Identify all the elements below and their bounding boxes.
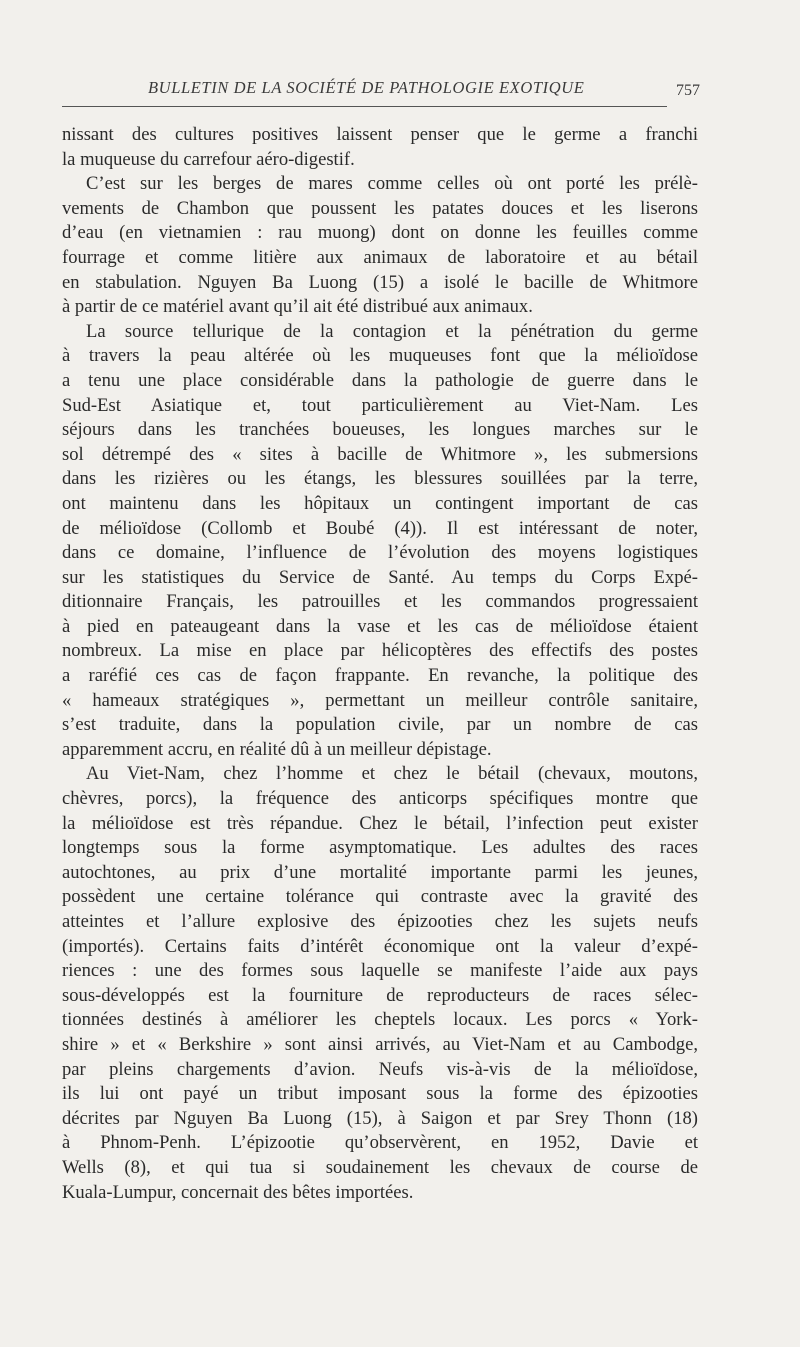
text-line: ils lui ont payé un tribut imposant sous la forme des épizooties <box>62 1083 698 1105</box>
text-line: apparemment accru, en réalité dû à un meilleur dépistage. <box>62 738 492 760</box>
text-line: Kuala-Lumpur, concernait des bêtes importées. <box>62 1181 414 1203</box>
text-line: atteintes et l’allure explosive des épizooties chez les sujets neufs <box>62 911 698 932</box>
text-line: à Phnom-Penh. L’épizootie qu’observèrent, en 1952, Davie et <box>62 1132 698 1154</box>
text-line: autochtones, au prix d’une mortalité importante parmi les jeunes, <box>62 861 698 883</box>
text-line: nombreux. La mise en place par hélicoptères des effectifs des postes <box>62 640 698 662</box>
text-line: tionnées destinés à améliorer les cheptels locaux. Les porcs « York- <box>62 1009 698 1031</box>
text-line: sur les statistiques du Service de Santé. Au temps du Corps Expé- <box>62 566 698 588</box>
text-line: Sud-Est Asiatique et, tout particulièrement au Viet-Nam. Les <box>62 394 698 416</box>
text-line: a tenu une place considérable dans la pathologie de guerre dans le <box>62 369 698 391</box>
text-line: longtemps sous la forme asymptomatique. Les adultes des races <box>62 837 698 859</box>
text-line: à travers la peau altérée où les muqueuses font que la mélioïdose <box>62 345 698 367</box>
text-line: ont maintenu dans les hôpitaux un contingent important de cas <box>62 492 698 514</box>
body-text <box>62 123 698 1205</box>
journal-title: BULLETIN DE LA SOCIÉTÉ DE PATHOLOGIE EXOTIQUE <box>148 78 585 97</box>
text-line: décrites par Nguyen Ba Luong (15), à Saigon et par Srey Thonn (18) <box>62 1107 698 1129</box>
text-line: la muqueuse du carrefour aéro-digestif. <box>62 148 355 170</box>
header-rule <box>62 106 667 107</box>
text-line: fourrage et comme litière aux animaux de laboratoire et au bétail <box>62 246 698 268</box>
page-header <box>62 78 722 102</box>
text-line: shire » et « Berkshire » sont ainsi arrivés, au Viet-Nam et au Cambodge, <box>62 1033 698 1055</box>
text-line: possèdent une certaine tolérance qui contraste avec la gravité des <box>62 886 698 908</box>
text-line: en stabulation. Nguyen Ba Luong (15) a isolé le bacille de Whitmore <box>62 271 698 293</box>
text-line: d’eau (en vietnamien : rau muong) dont on donne les feuilles comme <box>62 222 698 244</box>
text-line: a raréfié ces cas de façon frappante. En revanche, la politique des <box>62 665 698 687</box>
text-line: vements de Chambon que poussent les patates douces et les liserons <box>62 197 698 219</box>
text-line: dans ce domaine, l’influence de l’évolution des moyens logistiques <box>62 542 698 564</box>
text-line: par pleins chargements d’avion. Neufs vis-à-vis de la mélioïdose, <box>62 1058 698 1080</box>
text-line: sous-développés est la fourniture de reproducteurs de races sélec- <box>62 984 698 1006</box>
text-line: Au Viet-Nam, chez l’homme et chez le bétail (chevaux, moutons, <box>86 763 698 785</box>
text-line: s’est traduite, dans la population civile, par un nombre de cas <box>62 714 698 736</box>
text-line: à pied en pateaugeant dans la vase et les cas de mélioïdose étaient <box>62 615 698 637</box>
text-line: chèvres, porcs), la fréquence des anticorps spécifiques montre que <box>62 788 698 810</box>
text-line: dans les rizières ou les étangs, les blessures souillées par la terre, <box>62 468 698 490</box>
text-line: C’est sur les berges de mares comme celles où ont porté les prélè- <box>86 173 698 195</box>
text-line: nissant des cultures positives laissent penser que le germe a franchi <box>62 124 698 145</box>
text-line: sol détrempé des « sites à bacille de Whitmore », les submersions <box>62 443 698 465</box>
text-line: la mélioïdose est très répandue. Chez le bétail, l’infection peut exister <box>62 812 698 834</box>
text-line: Wells (8), et qui tua si soudainement les chevaux de course de <box>62 1156 698 1178</box>
page-number: 757 <box>676 82 700 99</box>
text-line: à partir de ce matériel avant qu’il ait été distribué aux animaux. <box>62 296 533 318</box>
text-line: La source tellurique de la contagion et la pénétration du germe <box>86 320 698 342</box>
text-line: ditionnaire Français, les patrouilles et les commandos progressaient <box>62 591 698 613</box>
text-line: « hameaux stratégiques », permettant un meilleur contrôle sanitaire, <box>62 689 698 711</box>
text-line: (importés). Certains faits d’intérêt économique ont la valeur d’expé- <box>62 935 698 957</box>
text-line: riences : une des formes sous laquelle se manifeste l’aide aux pays <box>62 960 698 982</box>
text-line: de mélioïdose (Collomb et Boubé (4)). Il est intéressant de noter, <box>62 517 698 539</box>
text-line: séjours dans les tranchées boueuses, les longues marches sur le <box>62 419 698 441</box>
